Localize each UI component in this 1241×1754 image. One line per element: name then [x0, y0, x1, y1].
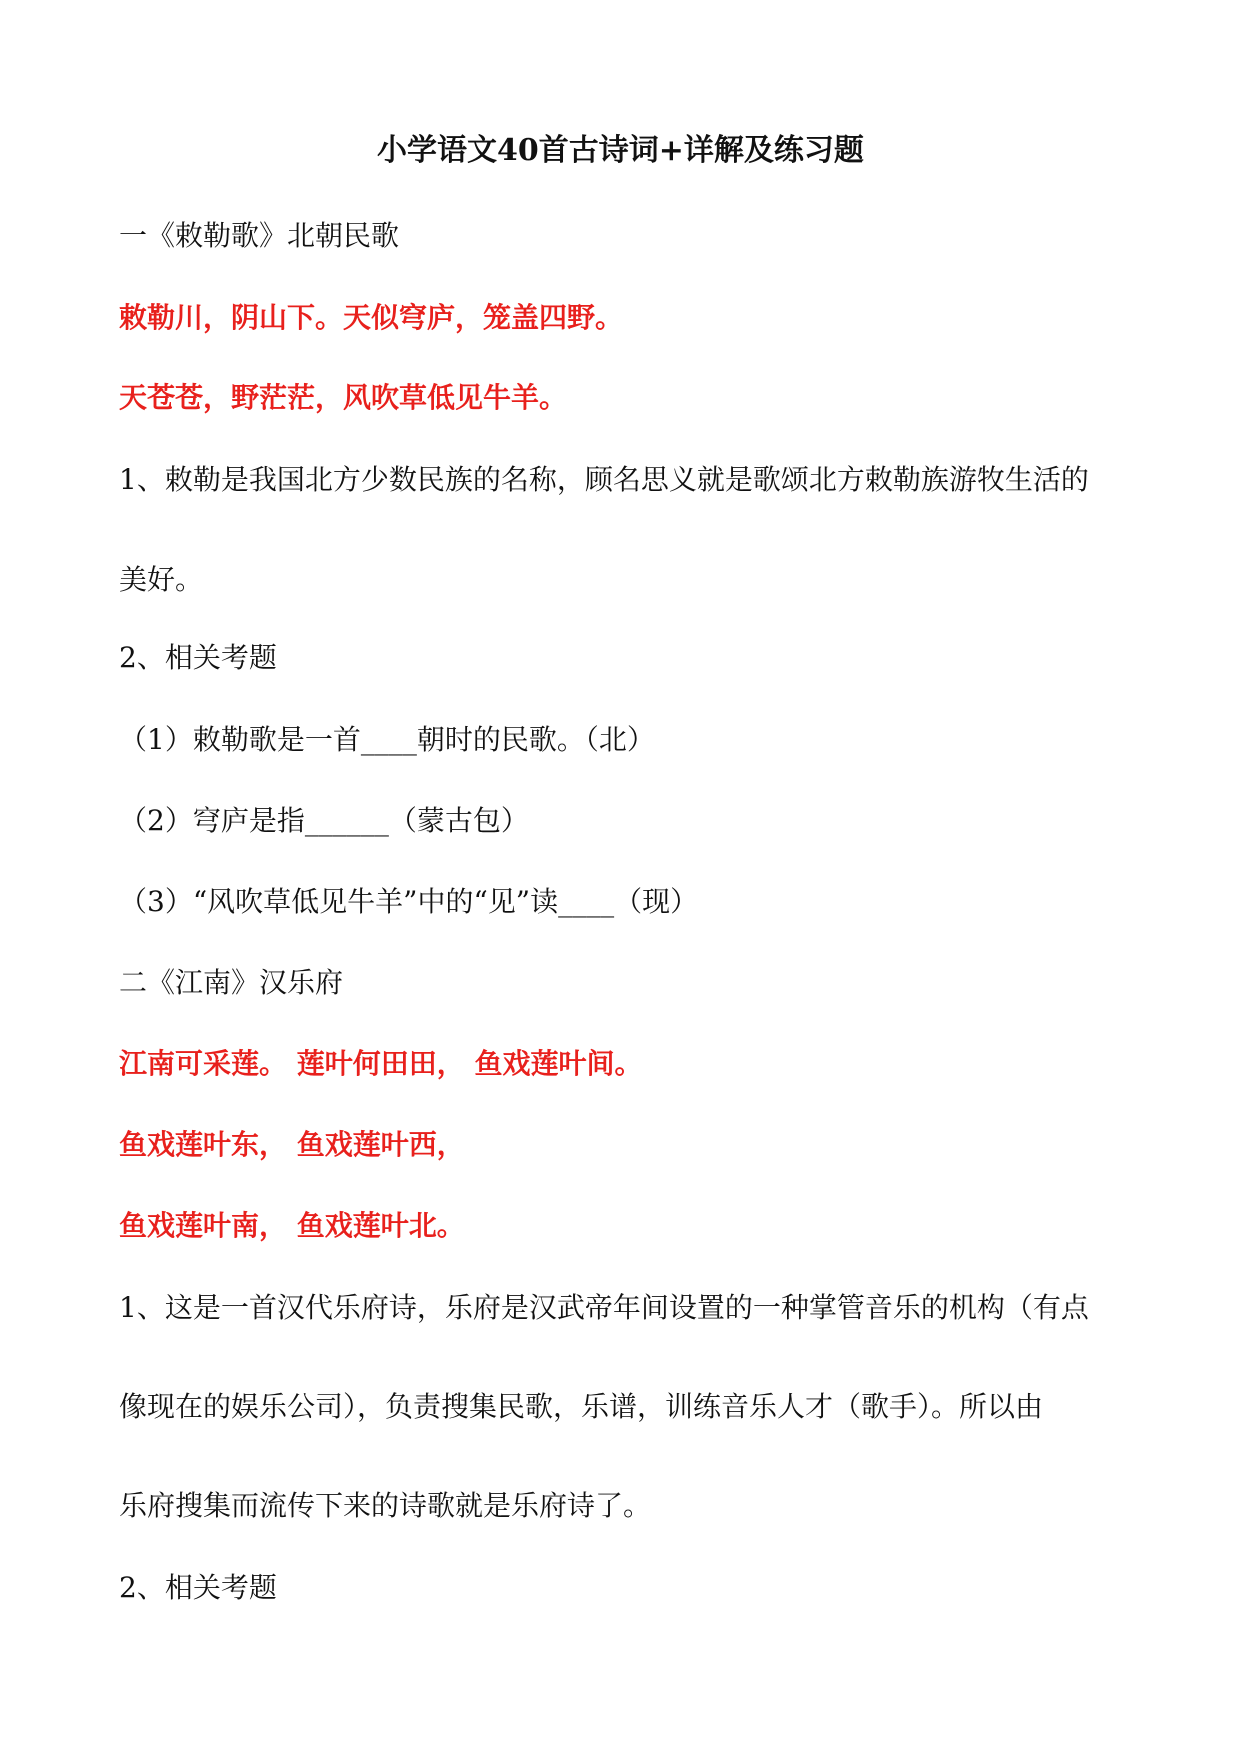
poem1-line-1: 敕勒川，阴山下。天似穹庐，笼盖四野。: [119, 301, 624, 334]
document-title: 小学语文40首古诗词+详解及练习题: [377, 133, 864, 168]
poem1-line-2: 天苍苍，野茫茫，风吹草低见牛羊。: [119, 381, 568, 414]
poem2-heading: 二《江南》汉乐府: [119, 966, 344, 999]
poem2-note1-b: 像现在的娱乐公司），负责搜集民歌，乐谱，训练音乐人才（歌手）。所以由: [119, 1390, 1044, 1423]
poem2-note1-a: 1、这是一首汉代乐府诗，乐府是汉武帝年间设置的一种掌管音乐的机构（有点: [119, 1291, 1089, 1324]
poem1-note2: 2、相关考题: [119, 641, 277, 674]
poem1-question-2: （2）穹庐是指______（蒙古包）: [119, 804, 529, 837]
poem1-note1-b: 美好。: [119, 563, 204, 596]
poem1-question-3: （3）“风吹草低见牛羊”中的“见”读____（现）: [119, 885, 699, 918]
poem2-line-2: 鱼戏莲叶东， 鱼戏莲叶西，: [119, 1128, 465, 1161]
poem2-line-3: 鱼戏莲叶南， 鱼戏莲叶北。: [119, 1209, 465, 1242]
poem1-heading: 一《敕勒歌》北朝民歌: [119, 219, 400, 252]
poem1-note1-a: 1、敕勒是我国北方少数民族的名称，顾名思义就是歌颂北方敕勒族游牧生活的: [119, 463, 1089, 496]
poem2-note1-c: 乐府搜集而流传下来的诗歌就是乐府诗了。: [119, 1489, 652, 1522]
poem1-question-1: （1）敕勒歌是一首____朝时的民歌。（北）: [119, 723, 655, 756]
poem2-note2: 2、相关考题: [119, 1571, 277, 1604]
poem2-line-1: 江南可采莲。 莲叶何田田， 鱼戏莲叶间。: [119, 1047, 643, 1080]
